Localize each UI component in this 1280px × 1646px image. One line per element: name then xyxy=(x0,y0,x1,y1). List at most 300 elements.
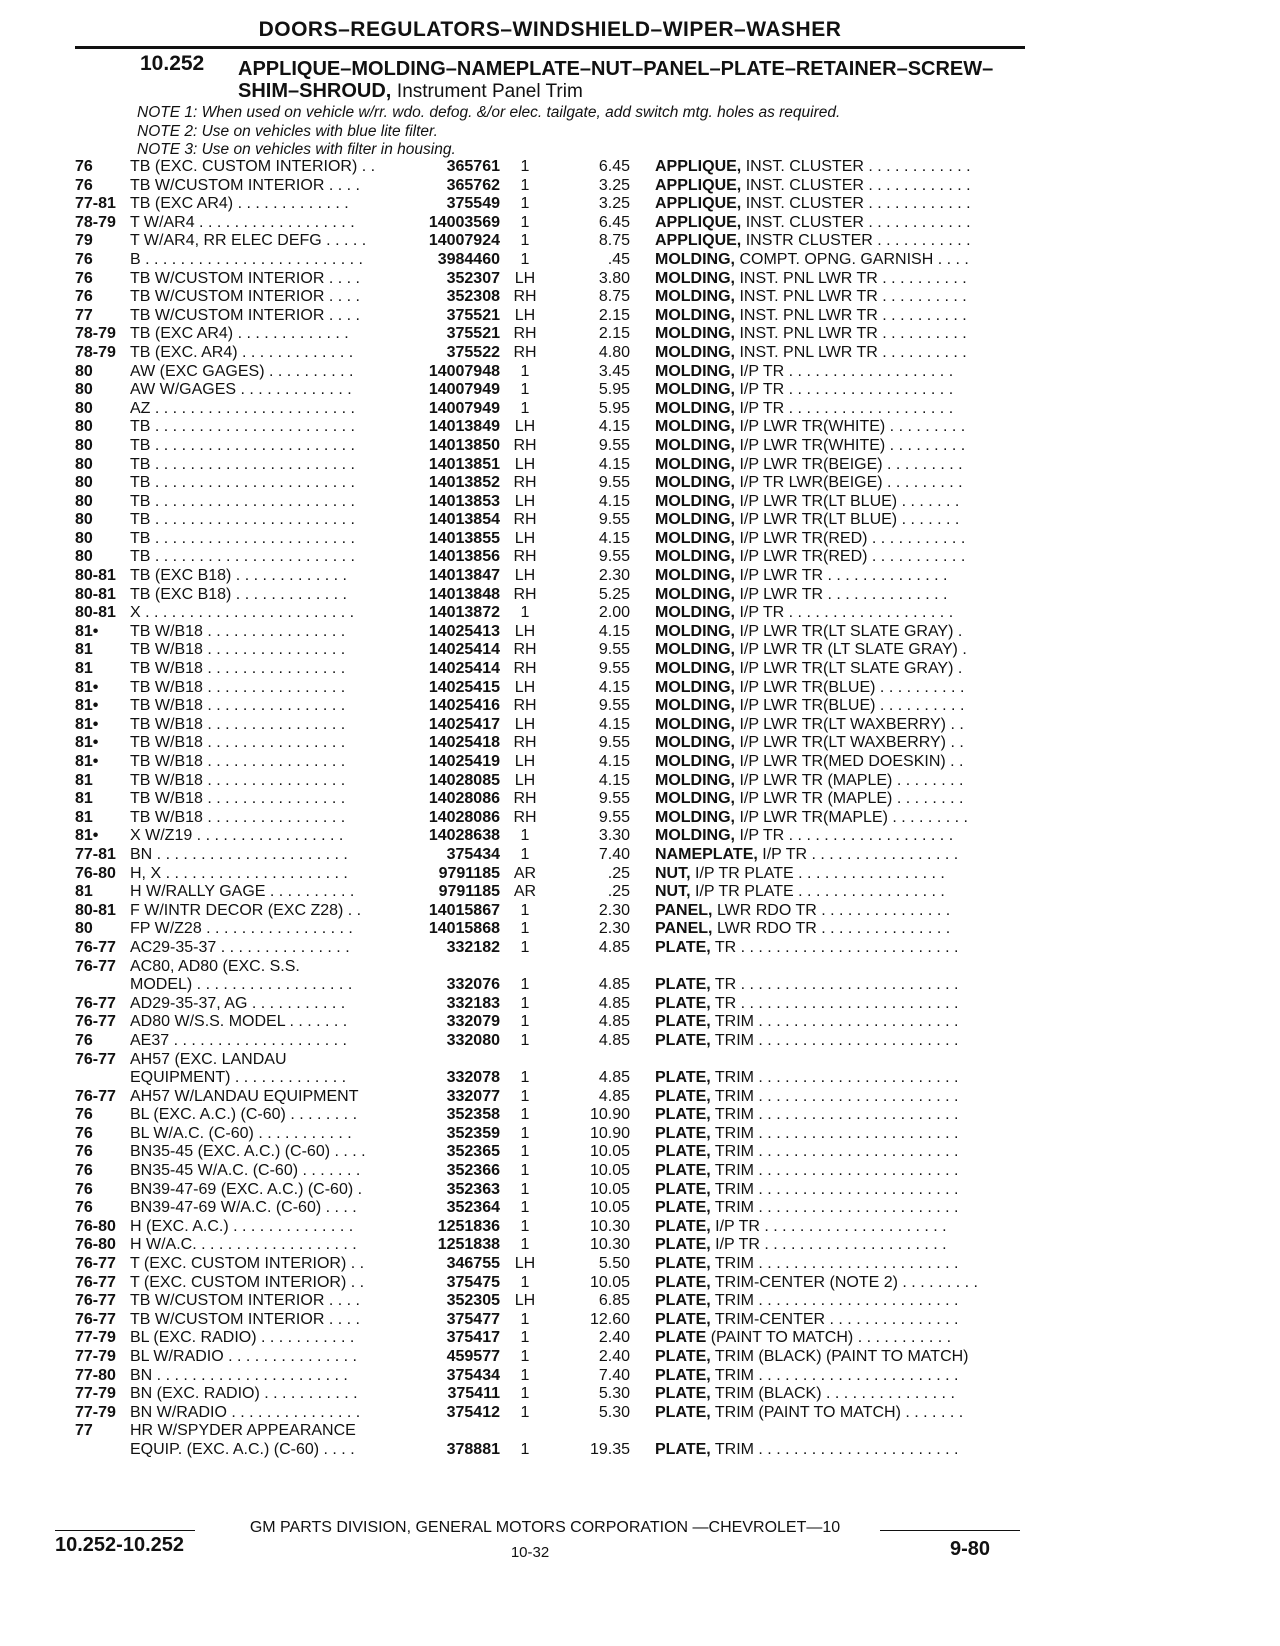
part-number-cell: 9791185 xyxy=(438,883,500,901)
model-cell: T W/AR4 . . . . . . . . . . . . . . . . . . xyxy=(130,213,355,231)
model-cell: AZ . . . . . . . . . . . . . . . . . . . . . . . xyxy=(130,399,355,417)
model-cell: TB (EXC B18) . . . . . . . . . . . . . xyxy=(130,585,347,603)
year-cell: 76-80 xyxy=(75,1236,116,1254)
model-cell: TB . . . . . . . . . . . . . . . . . . . . . . . xyxy=(130,529,355,547)
model-cell: TB W/CUSTOM INTERIOR . . . . xyxy=(130,306,360,324)
table-row xyxy=(0,1367,1280,1386)
quantity-cell: 1 xyxy=(520,232,530,250)
quantity-cell: 1 xyxy=(520,827,530,845)
quantity-cell: 1 xyxy=(520,901,530,919)
part-detail: TRIM . . . . . . . . . . . . . . . . . . . . . . . xyxy=(714,1180,959,1198)
part-name: MOLDING, xyxy=(655,474,735,492)
table-row xyxy=(0,716,1280,735)
table-row xyxy=(0,753,1280,772)
price-cell: 7.40 xyxy=(598,1366,630,1384)
year-cell: 81• xyxy=(75,753,99,770)
table-row xyxy=(0,1051,1280,1070)
table-row xyxy=(0,660,1280,679)
model-cell: BN W/RADIO . . . . . . . . . . . . . . . xyxy=(130,1403,361,1421)
part-number-cell: 375521 xyxy=(446,306,500,324)
part-detail: INST. CLUSTER . . . . . . . . . . . . xyxy=(745,176,971,194)
part-detail: I/P LWR TR . . . . . . . . . . . . . . xyxy=(739,585,948,603)
year-cell: 76 xyxy=(75,1180,93,1198)
part-number-cell: 14013852 xyxy=(428,474,500,492)
description-cell xyxy=(655,939,958,958)
year-cell: 76-80 xyxy=(75,864,116,882)
part-detail: (PAINT TO MATCH) . . . . . . . . . . . xyxy=(710,1329,952,1347)
part-detail: INST. CLUSTER . . . . . . . . . . . . xyxy=(745,213,971,231)
price-cell: 9.55 xyxy=(598,734,630,752)
part-number-cell: 352365 xyxy=(446,1143,500,1161)
model-cell: BL (EXC. A.C.) (C-60) . . . . . . . . xyxy=(130,1106,358,1124)
model-cell: AC29-35-37 . . . . . . . . . . . . . . . xyxy=(130,938,350,956)
table-row xyxy=(0,307,1280,326)
quantity-cell: LH xyxy=(514,269,536,287)
part-detail: I/P TR . . . . . . . . . . . . . . . . . . . xyxy=(739,399,954,417)
year-cell: 76 xyxy=(75,1106,93,1124)
table-row xyxy=(0,1162,1280,1181)
description-cell xyxy=(655,325,967,344)
section-title-main: APPLIQUE–MOLDING–NAMEPLATE–NUT–PANEL–PLATE–RETAINER–SCREW–SHIM–SHROUD, xyxy=(238,58,994,102)
year-cell: 80 xyxy=(75,436,93,454)
part-detail: I/P TR . . . . . . . . . . . . . . . . . . . xyxy=(739,604,954,622)
quantity-cell: LH xyxy=(514,622,536,640)
part-name: MOLDING, xyxy=(655,399,735,417)
price-cell: 2.30 xyxy=(598,901,630,919)
quantity-cell: RH xyxy=(513,697,537,715)
year-cell: 76-77 xyxy=(75,938,116,956)
model-cell: TB W/B18 . . . . . . . . . . . . . . . . xyxy=(130,622,346,640)
part-detail: I/P LWR TR(RED) . . . . . . . . . . . xyxy=(739,529,966,547)
description-cell xyxy=(655,1069,958,1088)
price-cell: 9.55 xyxy=(598,511,630,529)
table-row xyxy=(0,1143,1280,1162)
quantity-cell: 1 xyxy=(520,1310,530,1328)
part-number-cell: 14028086 xyxy=(428,790,500,808)
table-row xyxy=(0,809,1280,828)
part-detail: I/P LWR TR(LT WAXBERRY) . . xyxy=(739,715,964,733)
description-cell xyxy=(655,1125,958,1144)
model-cell: TB (EXC B18) . . . . . . . . . . . . . xyxy=(130,567,347,585)
price-cell: 4.15 xyxy=(598,715,630,733)
part-number-cell: 1251836 xyxy=(437,1217,500,1235)
quantity-cell: 1 xyxy=(520,381,530,399)
quantity-cell: AR xyxy=(513,883,537,901)
part-number-cell: 332080 xyxy=(446,1031,500,1049)
quantity-cell: 1 xyxy=(520,1069,530,1087)
table-row xyxy=(0,1348,1280,1367)
part-number-cell: 14028086 xyxy=(428,808,500,826)
part-name: MOLDING, xyxy=(655,288,735,306)
year-cell: 81• xyxy=(75,622,99,640)
table-row xyxy=(0,976,1280,995)
part-name: MOLDING, xyxy=(655,418,735,436)
year-cell: 81 xyxy=(75,790,93,808)
table-row xyxy=(0,1032,1280,1051)
quantity-cell: 1 xyxy=(520,1403,530,1421)
quantity-cell: LH xyxy=(514,1255,536,1273)
year-cell: 76-77 xyxy=(75,1273,116,1291)
part-number-cell: 375475 xyxy=(446,1273,500,1291)
part-detail: I/P LWR TR (MAPLE) . . . . . . . . xyxy=(739,790,964,808)
description-cell xyxy=(655,158,971,177)
model-cell: TB W/B18 . . . . . . . . . . . . . . . . xyxy=(130,790,346,808)
model-cell: H, X . . . . . . . . . . . . . . . . . . . . . xyxy=(130,864,348,882)
parts-list xyxy=(0,158,1280,1460)
table-row xyxy=(0,939,1280,958)
table-row xyxy=(0,177,1280,196)
description-cell xyxy=(655,1143,958,1162)
price-cell: 3.25 xyxy=(598,176,630,194)
quantity-cell: 1 xyxy=(520,1087,530,1105)
description-cell xyxy=(655,530,965,549)
description-cell xyxy=(655,920,950,939)
price-cell: 2.40 xyxy=(598,1329,630,1347)
description-cell xyxy=(655,1181,958,1200)
part-number-cell: 375417 xyxy=(446,1329,500,1347)
section-title xyxy=(238,58,998,103)
quantity-cell: RH xyxy=(513,790,537,808)
price-cell: 19.35 xyxy=(589,1440,630,1458)
part-detail: I/P LWR TR(LT SLATE GRAY) . xyxy=(739,660,963,678)
price-cell: 2.00 xyxy=(598,604,630,622)
year-cell: 80 xyxy=(75,381,93,399)
table-row xyxy=(0,456,1280,475)
part-number-cell: 352308 xyxy=(446,288,500,306)
part-number-cell: 346755 xyxy=(446,1255,500,1273)
model-cell: TB W/CUSTOM INTERIOR . . . . xyxy=(130,176,360,194)
part-detail: TRIM . . . . . . . . . . . . . . . . . . . . . . . xyxy=(714,1292,959,1310)
part-number-cell: 14013872 xyxy=(428,604,500,622)
model-cell: MODEL) . . . . . . . . . . . . . . . . . . xyxy=(130,976,353,994)
description-cell xyxy=(655,1385,955,1404)
quantity-cell: 1 xyxy=(520,1162,530,1180)
price-cell: 10.05 xyxy=(589,1180,630,1198)
description-cell xyxy=(655,567,948,586)
model-cell: TB . . . . . . . . . . . . . . . . . . . . . . . xyxy=(130,492,355,510)
model-cell: TB W/B18 . . . . . . . . . . . . . . . . xyxy=(130,771,346,789)
part-detail: I/P LWR TR(MED DOESKIN) . . xyxy=(739,753,964,770)
table-row xyxy=(0,1088,1280,1107)
section-subtitle: Instrument Panel Trim xyxy=(396,81,583,102)
model-cell: TB . . . . . . . . . . . . . . . . . . . . . . . xyxy=(130,436,355,454)
quantity-cell: 1 xyxy=(520,1366,530,1384)
table-row xyxy=(0,232,1280,251)
table-row xyxy=(0,1181,1280,1200)
part-number-cell: 375411 xyxy=(447,1385,500,1403)
model-cell: T (EXC. CUSTOM INTERIOR) . . xyxy=(130,1273,365,1291)
footer-date: 9-80 xyxy=(950,1538,991,1560)
description-cell xyxy=(655,288,967,307)
description-cell xyxy=(655,1162,958,1181)
description-cell xyxy=(655,1367,958,1386)
part-detail: INSTR CLUSTER . . . . . . . . . . . xyxy=(745,232,971,250)
part-detail: I/P LWR TR(LT BLUE) . . . . . . . xyxy=(739,492,960,510)
description-cell xyxy=(655,976,958,995)
part-number-cell: 352366 xyxy=(446,1162,500,1180)
part-name: MOLDING, xyxy=(655,511,735,529)
price-cell: 4.15 xyxy=(598,622,630,640)
part-number-cell: 332078 xyxy=(446,1069,500,1087)
part-number-cell: 332076 xyxy=(446,976,500,994)
year-cell: 76-77 xyxy=(75,1292,116,1310)
description-cell xyxy=(655,1274,978,1293)
price-cell: 3.25 xyxy=(598,195,630,213)
quantity-cell: 1 xyxy=(520,250,530,268)
year-cell: 80 xyxy=(75,418,93,436)
quantity-cell: RH xyxy=(513,808,537,826)
model-cell: BL W/A.C. (C-60) . . . . . . . . . . . xyxy=(130,1124,352,1142)
part-name: MOLDING, xyxy=(655,492,735,510)
price-cell: .45 xyxy=(607,250,630,268)
price-cell: 10.90 xyxy=(589,1124,630,1142)
description-cell xyxy=(655,1013,958,1032)
part-detail: I/P LWR TR(RED) . . . . . . . . . . . xyxy=(739,548,966,566)
part-number-cell: 3984460 xyxy=(437,250,500,268)
year-cell: 77-79 xyxy=(75,1385,116,1403)
part-detail: I/P TR PLATE . . . . . . . . . . . . . . . . . xyxy=(695,883,945,901)
description-cell xyxy=(655,381,953,400)
part-number-cell: 332079 xyxy=(446,1013,500,1031)
quantity-cell: 1 xyxy=(520,1329,530,1347)
model-cell: T W/AR4, RR ELEC DEFG . . . . . xyxy=(130,232,367,250)
part-detail: TRIM . . . . . . . . . . . . . . . . . . . . . . . xyxy=(714,1106,959,1124)
description-cell xyxy=(655,697,964,716)
table-row xyxy=(0,1441,1280,1460)
part-name: PLATE, xyxy=(655,994,711,1012)
part-number-cell: 365762 xyxy=(446,176,500,194)
table-row xyxy=(0,158,1280,177)
description-cell xyxy=(655,753,963,772)
year-cell: 77-79 xyxy=(75,1403,116,1421)
part-name: MOLDING, xyxy=(655,734,735,752)
quantity-cell: 1 xyxy=(520,938,530,956)
part-number-cell: 14015868 xyxy=(428,920,500,938)
year-cell: 81 xyxy=(75,771,93,789)
part-name: APPLIQUE, xyxy=(655,158,742,175)
year-cell: 81• xyxy=(75,678,99,696)
part-number-cell: 375477 xyxy=(446,1310,500,1328)
part-number-cell: 14013847 xyxy=(428,567,500,585)
part-number-cell: 14013853 xyxy=(428,492,500,510)
part-detail: TRIM . . . . . . . . . . . . . . . . . . . . . . . xyxy=(714,1255,959,1273)
part-detail: TRIM . . . . . . . . . . . . . . . . . . . . . . . xyxy=(714,1013,959,1031)
year-cell: 81 xyxy=(75,808,93,826)
model-cell: TB W/B18 . . . . . . . . . . . . . . . . xyxy=(130,660,346,678)
price-cell: 5.30 xyxy=(598,1403,630,1421)
table-row xyxy=(0,1236,1280,1255)
note-3: NOTE 3: Use on vehicles with filter in housing. xyxy=(137,141,456,158)
part-detail: I/P LWR TR(LT SLATE GRAY) . xyxy=(739,622,963,640)
part-name: PLATE, xyxy=(655,1124,711,1142)
year-cell: 76-77 xyxy=(75,994,116,1012)
year-cell: 77-81 xyxy=(75,195,116,213)
table-row xyxy=(0,400,1280,419)
price-cell: 10.05 xyxy=(589,1143,630,1161)
price-cell: 7.40 xyxy=(598,845,630,863)
table-row xyxy=(0,734,1280,753)
part-number-cell: 14007949 xyxy=(428,381,500,399)
table-row xyxy=(0,1013,1280,1032)
part-detail: TRIM (BLACK) . . . . . . . . . . . . . . . xyxy=(714,1385,955,1403)
year-cell: 80 xyxy=(75,399,93,417)
model-cell: BN39-47-69 (EXC. A.C.) (C-60) . xyxy=(130,1180,363,1198)
description-cell xyxy=(655,586,948,605)
quantity-cell: RH xyxy=(513,288,537,306)
running-title: DOORS–REGULATORS–WINDSHIELD–WIPER–WASHER xyxy=(258,18,842,41)
price-cell: .25 xyxy=(607,883,630,901)
model-cell: AW W/GAGES . . . . . . . . . . . . . xyxy=(130,381,352,399)
part-detail: TRIM . . . . . . . . . . . . . . . . . . . . . . . xyxy=(714,1087,959,1105)
table-row xyxy=(0,902,1280,921)
year-cell: 76 xyxy=(75,1162,93,1180)
model-cell: AH57 (EXC. LANDAU xyxy=(130,1050,287,1068)
year-cell: 81 xyxy=(75,883,93,901)
part-detail: TRIM-CENTER . . . . . . . . . . . . . . . xyxy=(714,1310,959,1328)
part-number-cell: 14013850 xyxy=(428,436,500,454)
description-cell xyxy=(655,363,953,382)
part-detail: TRIM-CENTER (NOTE 2) . . . . . . . . . xyxy=(714,1273,978,1291)
price-cell: 5.30 xyxy=(598,1385,630,1403)
year-cell: 81• xyxy=(75,734,99,752)
table-row xyxy=(0,1106,1280,1125)
quantity-cell: 1 xyxy=(520,920,530,938)
part-name: MOLDING, xyxy=(655,529,735,547)
quantity-cell: RH xyxy=(513,585,537,603)
price-cell: 4.15 xyxy=(598,418,630,436)
model-cell: TB . . . . . . . . . . . . . . . . . . . . . . . xyxy=(130,474,355,492)
part-name: PANEL, xyxy=(655,920,713,938)
part-number-cell: 14007948 xyxy=(428,362,500,380)
part-detail: TRIM . . . . . . . . . . . . . . . . . . . . . . . xyxy=(714,1069,959,1087)
part-name: PLATE, xyxy=(655,938,711,956)
model-cell: BN . . . . . . . . . . . . . . . . . . . . . . xyxy=(130,1366,348,1384)
part-name: MOLDING, xyxy=(655,604,735,622)
price-cell: 5.95 xyxy=(598,381,630,399)
description-cell xyxy=(655,511,959,530)
description-cell xyxy=(655,902,950,921)
part-name: MOLDING, xyxy=(655,585,735,603)
part-number-cell: 375434 xyxy=(446,1366,500,1384)
model-cell: HR W/SPYDER APPEARANCE xyxy=(130,1422,356,1440)
description-cell xyxy=(655,660,962,679)
price-cell: 9.55 xyxy=(598,808,630,826)
part-detail: INST. PNL LWR TR . . . . . . . . . . xyxy=(739,343,967,361)
description-cell xyxy=(655,418,965,437)
part-number-cell: 14013855 xyxy=(428,529,500,547)
description-cell xyxy=(655,400,953,419)
quantity-cell: RH xyxy=(513,548,537,566)
year-cell: 81• xyxy=(75,715,99,733)
year-cell: 78-79 xyxy=(75,325,116,343)
part-number-cell: 378881 xyxy=(446,1440,500,1458)
part-name: PLATE xyxy=(655,1329,707,1347)
model-cell: TB (EXC AR4) . . . . . . . . . . . . . xyxy=(130,325,349,343)
part-number-cell: 14025414 xyxy=(428,641,500,659)
price-cell: 9.55 xyxy=(598,548,630,566)
description-cell xyxy=(655,1236,947,1255)
quantity-cell: 1 xyxy=(520,1385,530,1403)
table-row xyxy=(0,1422,1280,1441)
part-number-cell: 14025418 xyxy=(428,734,500,752)
price-cell: 4.15 xyxy=(598,753,630,770)
quantity-cell: RH xyxy=(513,325,537,343)
description-cell xyxy=(655,883,945,902)
model-cell: TB W/B18 . . . . . . . . . . . . . . . . xyxy=(130,734,346,752)
part-number-cell: 14013848 xyxy=(428,585,500,603)
part-detail: I/P LWR TR(BLUE) . . . . . . . . . . xyxy=(739,697,965,715)
table-row xyxy=(0,1311,1280,1330)
part-detail: TR . . . . . . . . . . . . . . . . . . . . . . . . . xyxy=(714,994,959,1012)
description-cell xyxy=(655,809,968,828)
year-cell: 80 xyxy=(75,362,93,380)
price-cell: 4.80 xyxy=(598,343,630,361)
year-cell: 81 xyxy=(75,660,93,678)
price-cell: 10.05 xyxy=(589,1162,630,1180)
price-cell: 9.55 xyxy=(598,641,630,659)
table-row xyxy=(0,827,1280,846)
model-cell: TB (EXC. CUSTOM INTERIOR) . . xyxy=(130,158,376,175)
model-cell: AW (EXC GAGES) . . . . . . . . . . xyxy=(130,362,354,380)
price-cell: 6.45 xyxy=(598,213,630,231)
table-row xyxy=(0,1199,1280,1218)
model-cell: BL (EXC. RADIO) . . . . . . . . . . . xyxy=(130,1329,355,1347)
part-name: APPLIQUE, xyxy=(655,176,742,194)
quantity-cell: LH xyxy=(514,771,536,789)
model-cell: TB W/B18 . . . . . . . . . . . . . . . . xyxy=(130,641,346,659)
part-name: MOLDING, xyxy=(655,622,735,640)
part-detail: I/P LWR TR (LT SLATE GRAY) . xyxy=(739,641,967,659)
part-name: PLATE, xyxy=(655,1106,711,1124)
model-cell: TB W/B18 . . . . . . . . . . . . . . . . xyxy=(130,753,346,770)
part-number-cell: 14013849 xyxy=(428,418,500,436)
part-name: PLATE, xyxy=(655,1236,711,1254)
part-name: PLATE, xyxy=(655,1031,711,1049)
year-cell: 81• xyxy=(75,827,99,845)
price-cell: 2.40 xyxy=(598,1348,630,1365)
part-detail: INST. PNL LWR TR . . . . . . . . . . xyxy=(739,325,967,343)
part-name: PLATE, xyxy=(655,1292,711,1310)
year-cell: 80-81 xyxy=(75,567,116,585)
part-name: PANEL, xyxy=(655,901,713,919)
quantity-cell: AR xyxy=(513,864,537,882)
part-name: APPLIQUE, xyxy=(655,213,742,231)
part-name: MOLDING, xyxy=(655,269,735,287)
part-number-cell: 459577 xyxy=(446,1348,500,1365)
part-number-cell: 332077 xyxy=(446,1087,500,1105)
quantity-cell: RH xyxy=(513,511,537,529)
part-name: PLATE, xyxy=(655,1273,711,1291)
model-cell: AE37 . . . . . . . . . . . . . . . . . . . . xyxy=(130,1031,347,1049)
quantity-cell: LH xyxy=(514,715,536,733)
price-cell: 6.45 xyxy=(598,158,630,175)
part-detail: I/P TR . . . . . . . . . . . . . . . . . xyxy=(762,845,959,863)
model-cell: TB W/CUSTOM INTERIOR . . . . xyxy=(130,269,360,287)
part-name: MOLDING, xyxy=(655,660,735,678)
part-name: MOLDING, xyxy=(655,790,735,808)
table-row xyxy=(0,344,1280,363)
table-row xyxy=(0,920,1280,939)
part-detail: I/P TR LWR(BEIGE) . . . . . . . . . xyxy=(739,474,963,492)
part-name: PLATE, xyxy=(655,1217,711,1235)
table-row xyxy=(0,214,1280,233)
description-cell xyxy=(655,716,964,735)
table-row xyxy=(0,325,1280,344)
price-cell: .25 xyxy=(607,864,630,882)
part-name: MOLDING, xyxy=(655,548,735,566)
table-row xyxy=(0,697,1280,716)
table-row xyxy=(0,772,1280,791)
